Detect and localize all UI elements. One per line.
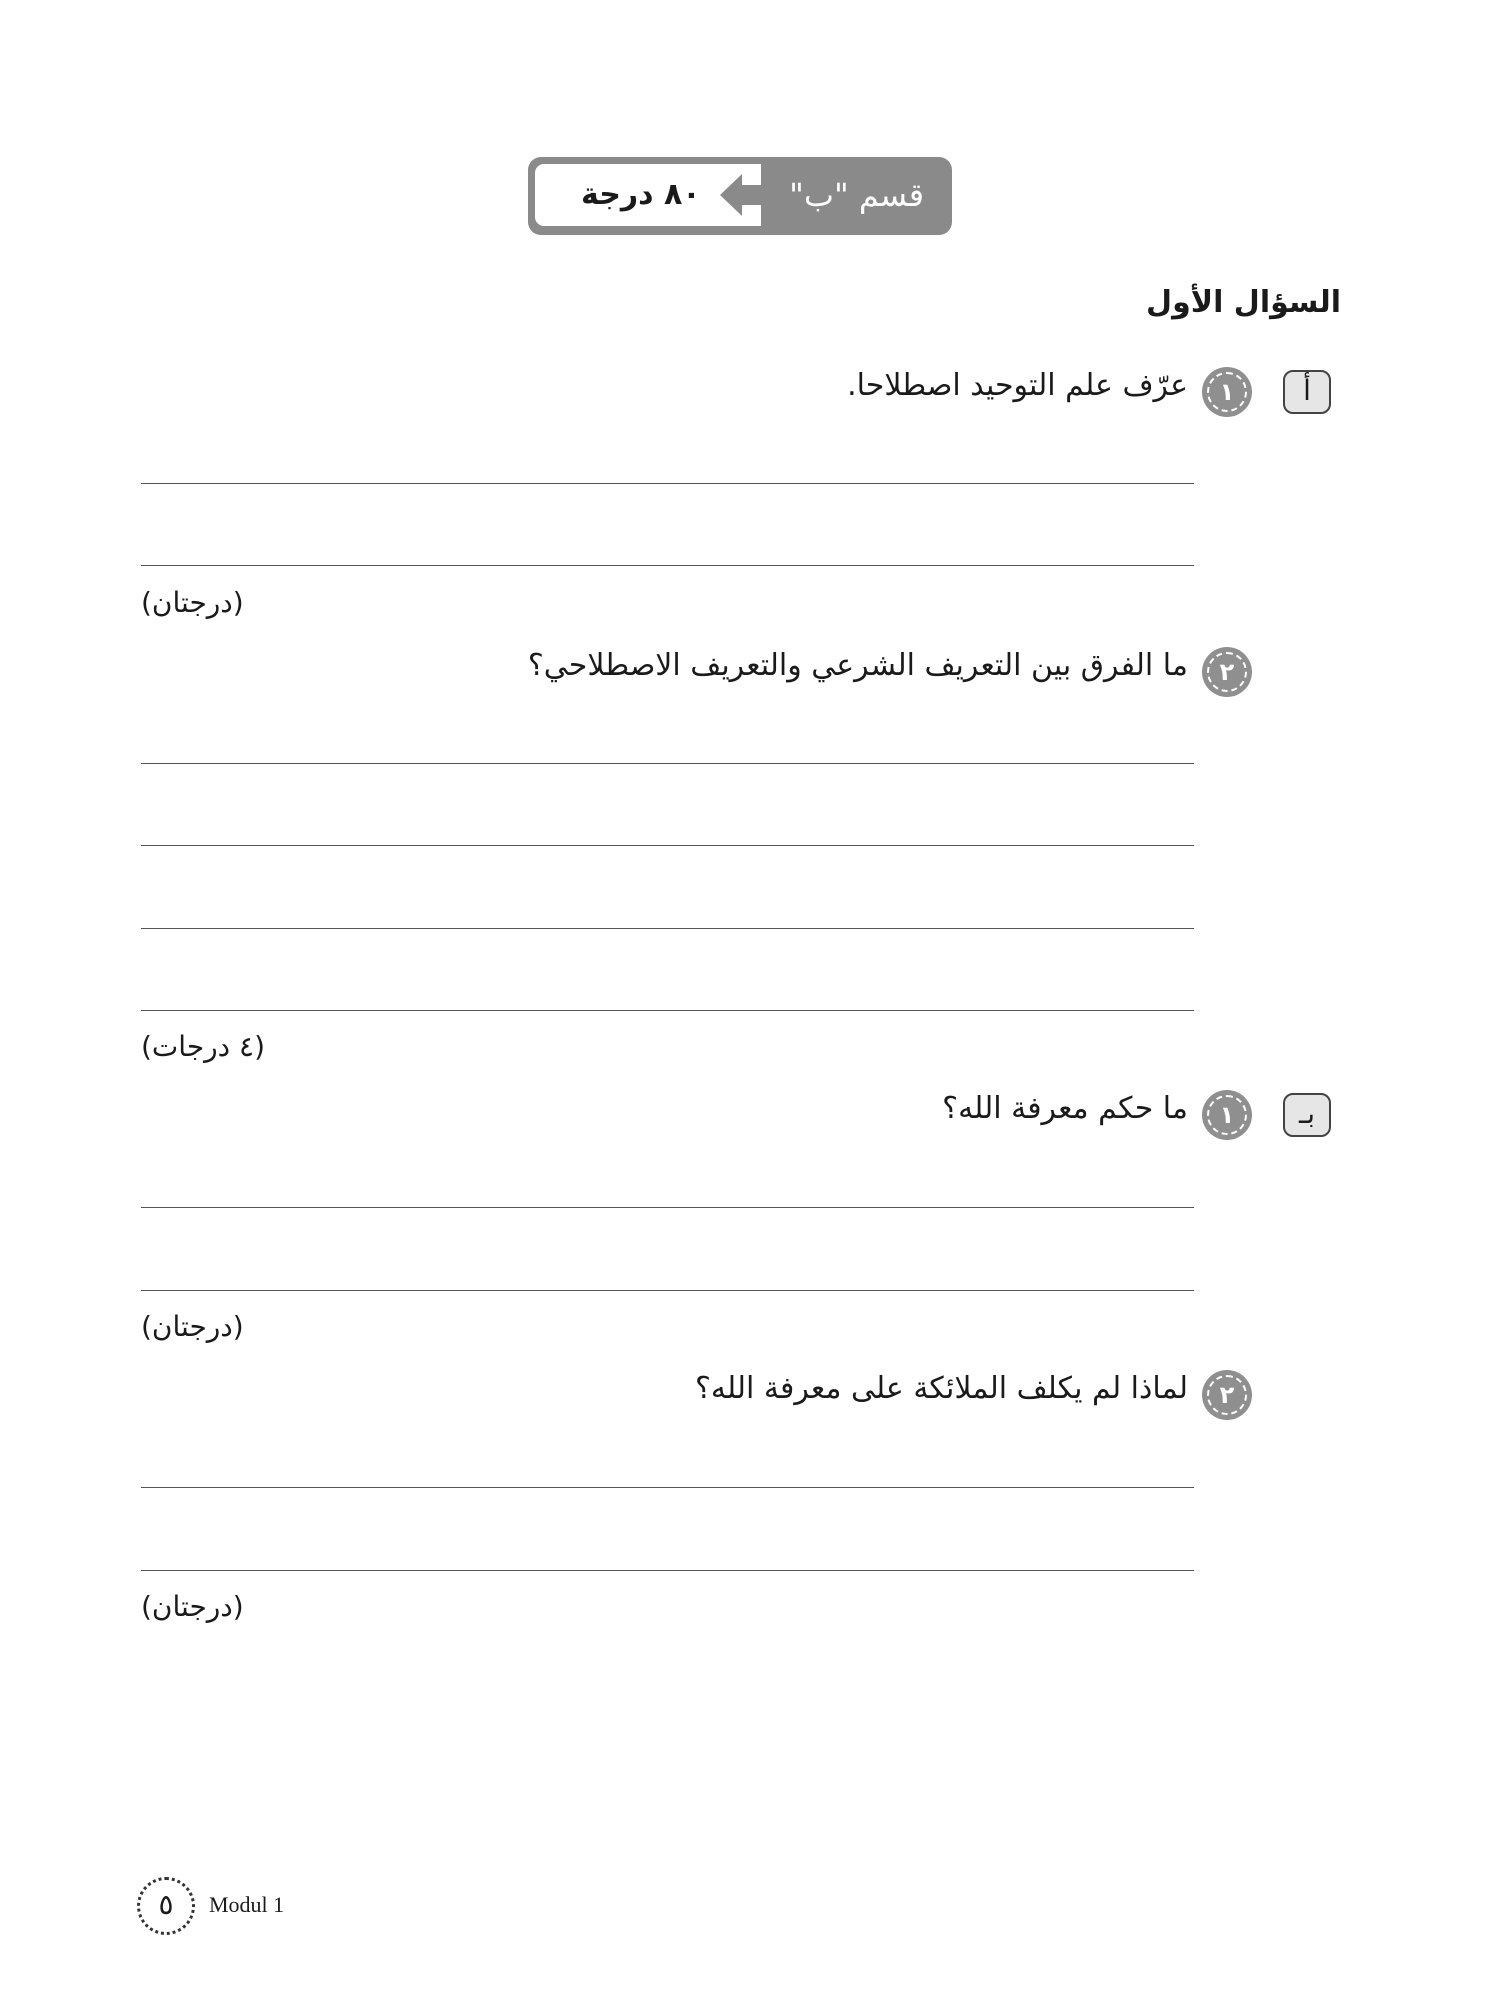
answer-line[interactable] (141, 483, 1194, 484)
page-number: ٥ (137, 1877, 195, 1935)
question-number-circle (1202, 647, 1252, 697)
question-text: عرّف علم التوحيد اصطلاحا. (847, 368, 1188, 403)
question-number-circle (1202, 1090, 1252, 1140)
question-text: ما الفرق بين التعريف الشرعي والتعريف الاصطلاحي؟ (527, 648, 1188, 683)
answer-line[interactable] (141, 1207, 1194, 1208)
question-text: ما حكم معرفة الله؟ (942, 1091, 1188, 1126)
answer-line[interactable] (141, 1010, 1194, 1011)
section-score: ٨٠ درجة (581, 177, 701, 212)
question-number: ١ (1207, 372, 1247, 412)
question-title: السؤال الأول (1146, 285, 1341, 320)
answer-line[interactable] (141, 928, 1194, 929)
answer-line[interactable] (141, 1570, 1194, 1571)
section-label: قسم "ب" (789, 176, 924, 214)
question-number: ٢ (1207, 1375, 1247, 1415)
part-label-b: بـ (1283, 1093, 1331, 1137)
answer-line[interactable] (141, 763, 1194, 764)
answer-line[interactable] (141, 845, 1194, 846)
badge-score-panel (535, 164, 761, 226)
question-number: ٢ (1207, 652, 1247, 692)
marks-label: (٤ درجات) (141, 1030, 265, 1063)
question-number-circle (1202, 367, 1252, 417)
answer-line[interactable] (141, 1487, 1194, 1488)
arrow-left-icon (720, 174, 768, 216)
question-number-circle (1202, 1370, 1252, 1420)
section-badge (528, 157, 952, 235)
module-label: Modul 1 (209, 1892, 285, 1917)
question-number: ١ (1207, 1095, 1247, 1135)
marks-label: (درجتان) (141, 1590, 244, 1623)
marks-label: (درجتان) (141, 1310, 244, 1343)
part-label-a: أ (1283, 370, 1331, 414)
answer-line[interactable] (141, 565, 1194, 566)
question-text: لماذا لم يكلف الملائكة على معرفة الله؟ (694, 1371, 1188, 1406)
answer-line[interactable] (141, 1290, 1194, 1291)
marks-label: (درجتان) (141, 586, 244, 619)
